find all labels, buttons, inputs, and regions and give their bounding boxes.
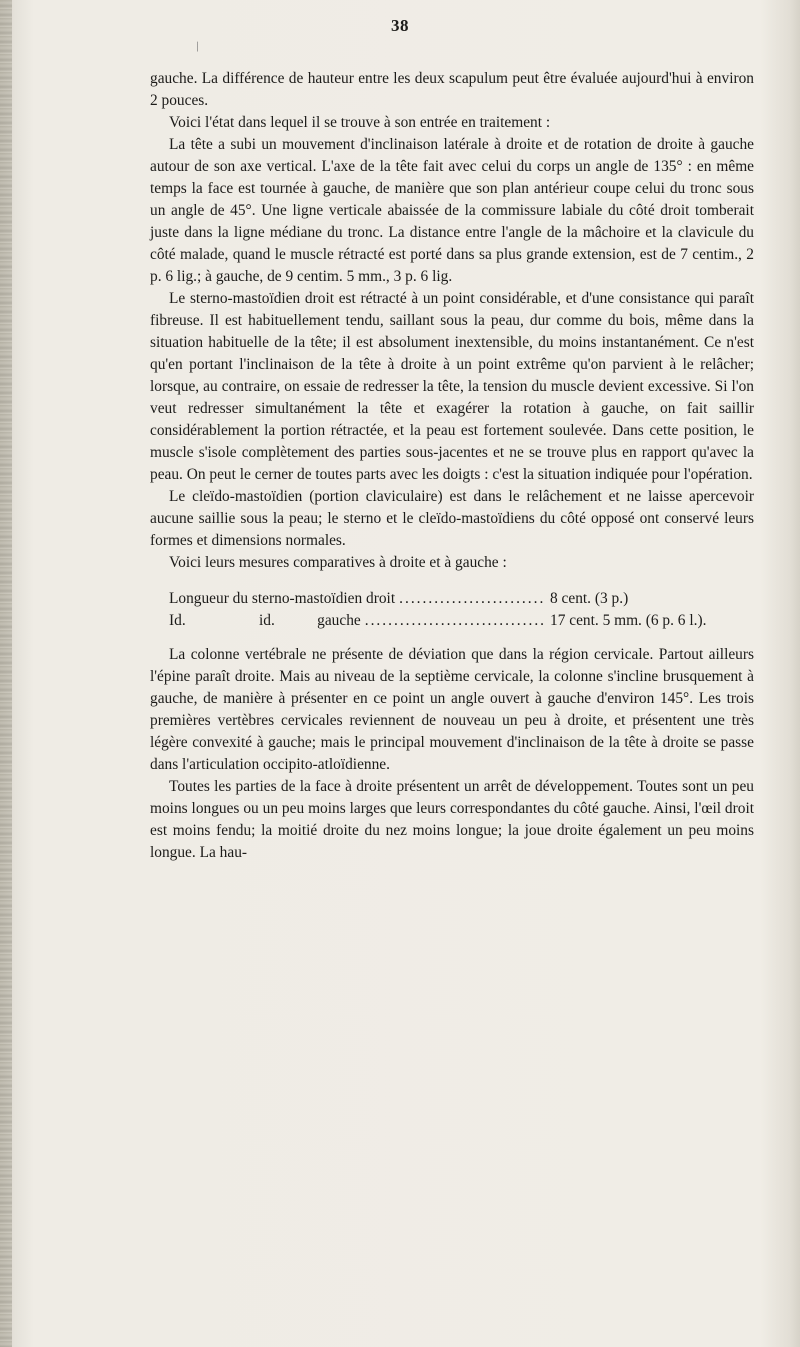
measurement-value: 17 cent. 5 mm. (6 p. 6 l.). — [550, 612, 707, 629]
page-number: 38 — [391, 16, 409, 35]
leader-dots — [399, 588, 546, 610]
measurement-table — [150, 588, 754, 632]
measurement-row — [150, 610, 754, 632]
paragraph: Le sterno-mastoïdien droit est rétracté à un point considérable, et d'une consistance qui paraît fibreuse. Il est habituellement tendu, saillant sous la peau, dur comme du bois, même dans la situation habituelle de la tête; il est absolument inextensible, du moins instantanément. Ce n'est qu'en portant l'inclinaison de la tête à droite à un point extrême qu'on parvient à le relâcher; lorsque, au contraire, on essaie de redresser la tête, la tension du muscle devient excessive. Si l'on veut redresser simultanément la tête et exagérer la rotation à gauche, on fait saillir considérablement la portion rétractée, et la peau est fortement soulevée. Dans cette position, le muscle s'isole complètement des parties sous-jacentes et ne se trouve plus en rapport qu'avec la peau. On peut le cerner de toutes parts avec les doigts : c'est la situation indiquée pour l'opération. — [150, 290, 754, 483]
paragraph: Le cleïdo-mastoïdien (portion claviculaire) est dans le relâchement et ne laisse apercevoir aucune saillie sous la peau; le sterno et le cleïdo-mastoïdiens du côté opposé ont conservé leurs formes et dimensions normales. — [150, 488, 754, 549]
measurement-label: Longueur du sterno-mastoïdien droit — [169, 590, 396, 607]
leader-dots — [365, 610, 546, 632]
paragraph: Voici leurs mesures comparatives à droite et à gauche : — [169, 554, 507, 571]
measurement-label — [169, 610, 361, 632]
paragraph: La colonne vertébrale ne présente de déviation que dans la région cervicale. Partout ailleurs l'épine paraît droite. Mais au niveau de la septième cervicale, la colonne s'incline brusquement à gauche, de manière à présenter en ce point un angle ouvert à gauche d'environ 145°. Les trois premières vertèbres cervicales reviennent de nouveau un peu à droite, et présentent une très légère convexité à gauche; mais le principal mouvement d'inclinaison de la tête à droite se passe dans l'articulation occipito-atloïdienne. — [150, 646, 754, 773]
page-binding-edge — [0, 0, 12, 1347]
measurement-row — [150, 588, 754, 610]
paragraph: La tête a subi un mouvement d'inclinaison latérale à droite et de rotation de droite à gauche autour de son axe vertical. L'axe de la tête fait avec celui du corps un angle de 135° : en même temps la face est tournée à gauche, de manière que son plan antérieur coupe celui du tronc sous un angle de 45°. Une ligne verticale abaissée de la commissure labiale du côté droit tomberait juste dans la ligne médiane du tronc. La distance entre l'angle de la mâchoire et la clavicule du côté malade, quand le muscle rétracté est porté dans sa plus grande extension, est de 7 centim., 2 p. 6 lig.; à gauche, de 9 centim. 5 mm., 3 p. 6 lig. — [150, 136, 754, 285]
pencil-mark: / — [193, 39, 203, 56]
measurement-label-side: id. gauche — [259, 612, 361, 629]
paragraph: Voici l'état dans lequel il se trouve à son entrée en traitement : — [169, 114, 551, 131]
body-text — [150, 68, 754, 864]
measurement-value: 8 cent. (3 p.) — [550, 590, 629, 607]
paragraph: gauche. La différence de hauteur entre les deux scapulum peut être évaluée aujourd'hui à environ 2 pouces. — [150, 70, 754, 109]
measurement-label-id: Id. — [169, 612, 186, 629]
paragraph: Toutes les parties de la face à droite présentent un arrêt de développement. Toutes sont un peu moins longues ou un peu moins larges que leurs correspondantes du côté gauche. Ainsi, l'œil droit est moins fendu; la moitié droite du nez moins longue; la joue droite également un peu moins longue. La hau- — [150, 778, 754, 861]
